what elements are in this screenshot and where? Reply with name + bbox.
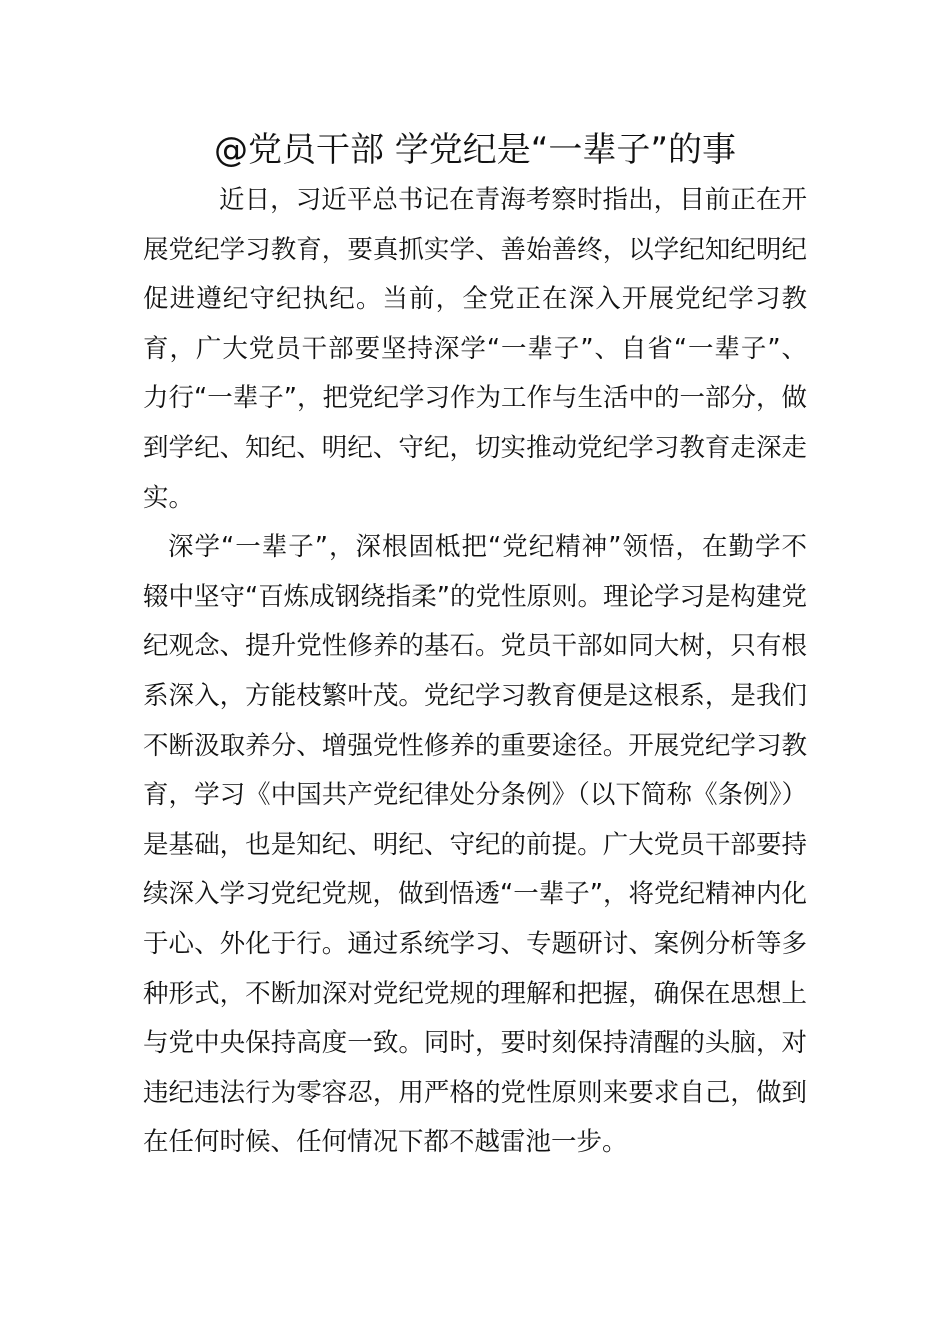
document-title: @党员干部 学党纪是“一辈子”的事 [213, 130, 737, 170]
document-body [143, 176, 807, 1168]
paragraph-1: 近日，习近平总书记在青海考察时指出，目前正在开展党纪学习教育，要真抓实学、善始善终，以学纪知纪明纪促进遵纪守纪执纪。当前，全党正在深入开展党纪学习教育，广大党员干部要坚持深学“一辈子”、自省“一辈子”、力行“一辈子”，把党纪学习作为工作与生活中的一部分，做到学纪、知纪、明纪、守纪，切实推动党纪学习教育走深走实。 [143, 185, 807, 513]
paragraph-2: 深学“一辈子”，深根固柢把“党纪精神”领悟，在勤学不辍中坚守“百炼成钢绕指柔”的党性原则。理论学习是构建党纪观念、提升党性修养的基石。党员干部如同大树，只有根系深入，方能枝繁叶茂。党纪学习教育便是这根系，是我们不断汲取养分、增强党性修养的重要途径。开展党纪学习教育，学习《中国共产党纪律处分条例》（以下简称《条例》）是基础，也是知纪、明纪、守纪的前提。广大党员干部要持续深入学习党纪党规，做到悟透“一辈子”，将党纪精神内化于心、外化于行。通过系统学习、专题研讨、案例分析等多种形式，不断加深对党纪党规的理解和把握，确保在思想上与党中央保持高度一致。同时，要时刻保持清醒的头脑，对违纪违法行为零容忍，用严格的党性原则来要求自己，做到在任何时候、任何情况下都不越雷池一步。 [143, 532, 807, 1158]
